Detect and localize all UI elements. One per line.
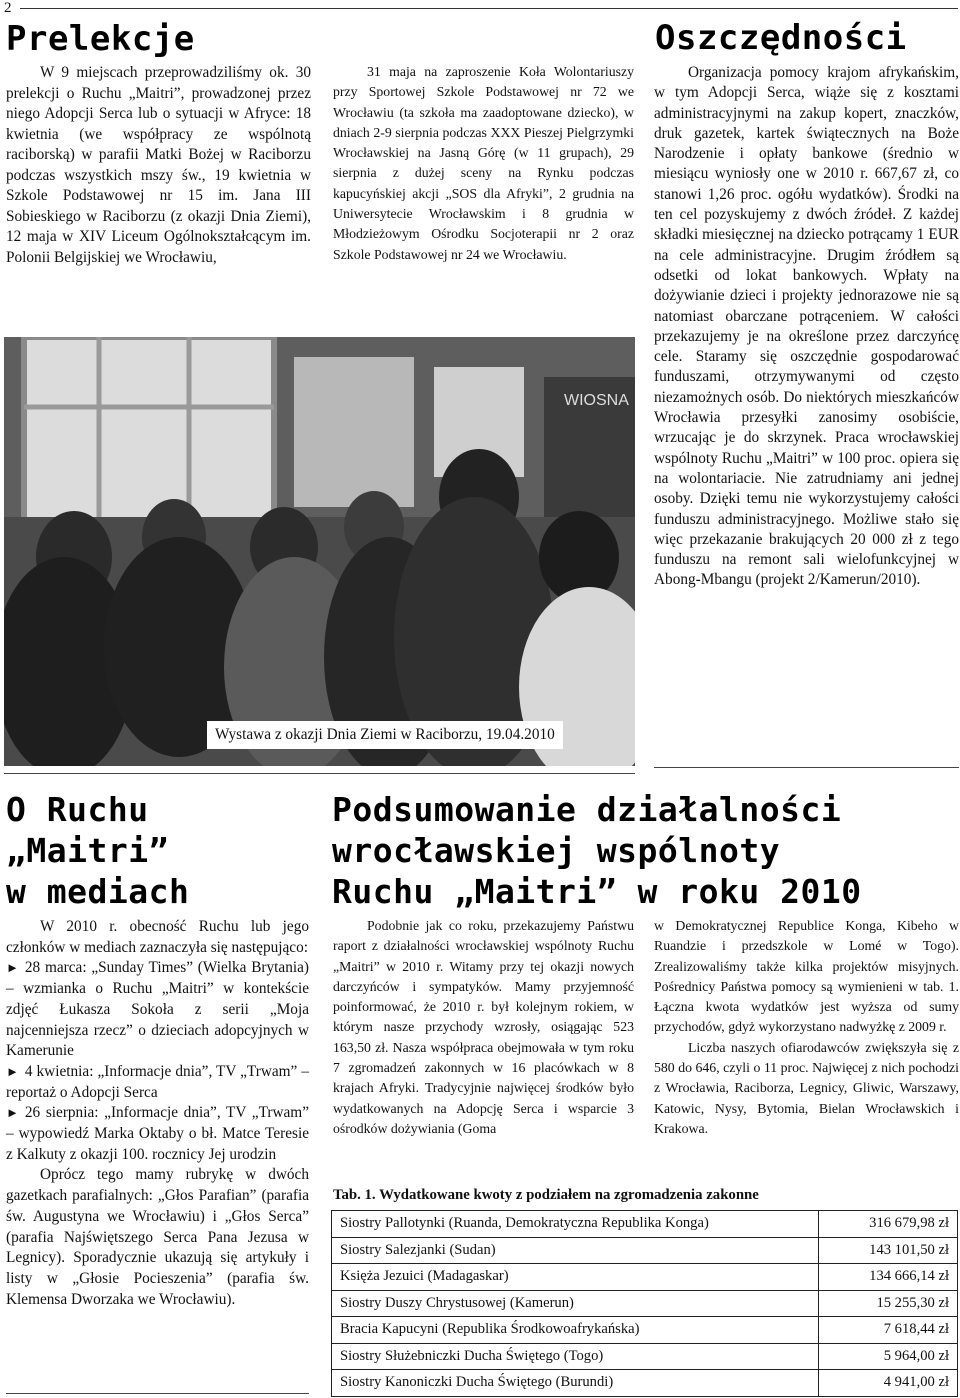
media-heading <box>6 789 189 912</box>
amount-value: 134 666,14 zł <box>819 1264 958 1291</box>
congregation-name: Siostry Kanoniczki Ducha Świętego (Burundi) <box>332 1370 819 1397</box>
amount-value: 15 255,30 zł <box>819 1290 958 1317</box>
congregation-name: Bracia Kapucyni (Republika Środkowoafrykańska) <box>332 1317 819 1344</box>
prelekcje-column-1 <box>6 63 311 268</box>
table-row <box>332 1290 958 1317</box>
summary-paragraph-2: w Demokratycznej Republice Konga, Kibeho w Ruandzie i przedszkole w Lomé w Togo). Zrealizowaliśmy także kilka projektów misyjnych. Pośrednicy Państwa pomocy są wymienieni w tab. 1. Łączna kwota wydatków jest wyższa od sumy przychodów, gdyż wykorzystano nadwyżkę z 2009 r. <box>654 918 959 1035</box>
oszczednosci-heading: Oszczędności <box>655 18 907 58</box>
table-row <box>332 1343 958 1370</box>
summary-heading-line-2: wrocławskiej wspólnoty <box>332 831 781 870</box>
summary-paragraph-1: Podobnie jak co roku, przekazujemy Państwu raport z działalności wrocławskiej wspólnoty Ruchu „Maitri” w 2010 r. Witamy przy tej okazji nowych darczyńców i sympatyków. Mamy przyjemność poinformować, że 2010 r. był kolejnym rokiem, w którym nasze przychody wzrosły, osiągając 523 163,50 zł. Nasza współpraca obejmowała w tym roku 7 zgromadzeń zakonnych w 16 placówkach w 8 krajach Afryki. Tradycyjnie najwięcej środków było wydatkowanych na Adopcję Serca i wsparcie 3 ośrodków dożywiania (Goma <box>333 918 634 1136</box>
media-column <box>6 917 309 1310</box>
amount-value: 143 101,50 zł <box>819 1237 958 1264</box>
table-title: Tab. 1. Wydatkowane kwoty z podziałem na zgromadzenia zakonne <box>333 1187 759 1203</box>
media-heading-line-3: w mediach <box>6 872 190 911</box>
prelekcje-heading: Prelekcje <box>6 19 195 59</box>
summary-heading-line-3: Ruchu „Maitri” w roku 2010 <box>332 872 862 911</box>
media-outro: Oprócz tego mamy rubrykę w dwóch gazetkach parafialnych: „Głos Parafian” (parafia św. Augustyna we Wrocławiu) i „Głos Serca” (parafia Najświętszego Serca Pana Jezusa w Legnicy). Sporadycznie ukazują się artykuły i listy w „Głosie Pocieszenia” (parafia św. Klemensa Dworzaka we Wrocławiu). <box>6 1166 309 1308</box>
media-item: ► 4 kwietnia: „Informacje dnia”, TV „Trwam” – reportaż o Adopcji Serca <box>6 1062 309 1103</box>
summary-column-2 <box>654 916 959 1139</box>
oszczednosci-bottom-rule <box>654 767 959 768</box>
summary-column-1 <box>333 916 634 1139</box>
photo-illustration <box>4 337 635 766</box>
prelekcje-column-2 <box>333 62 634 265</box>
oszczednosci-paragraph: Organizacja pomocy krajom afrykańskim, w tym Adopcji Serca, wiąże się z kosztami administracyjnymi na zakup kopert, znaczków, druk gazetek, kartek świątecznych na Boże Narodzenie i opłaty bankowe (średnio w miesiącu wyniosły one w 2010 r. 667,67 zł, co stanowi 1,26 proc. ogółu wydatków). Środki na ten cel pozyskujemy z dwóch źródeł. Z każdej składki miesięcznej na dziecko potrącamy 1 EUR na cele administracyjne. Drugim źródłem są odsetki od lokat bankowych. Wpłaty na dożywianie dzieci i projekty jednorazowe nie są natomiast obarczane potrąceniem. W całości przekazujemy je na określone przez darczyńcę cele. Staramy się oszczędnie gospodarować funduszami, otrzymywanymi od często niezamożnych osób. Do niektórych mieszkańców Wrocławia przesyłki zanosimy osobiście, wrzucając je do skrzynek. Praca wrocławskiej wspólnoty Ruchu „Maitri” w 100 proc. opiera się na wolontariacie. Nie zatrudniamy ani jednej osoby. Dzięki temu nie wykorzystujemy całości funduszu administracyjnego. Możliwe stało się więc przekazanie brakujących 20 000 zł z tego funduszu na remont sali wielofunkcyjnej w Abong-Mbangu (projekt 2/Kamerun/2010). <box>654 64 959 589</box>
prelekcje-paragraph-1: W 9 miejscach przeprowadziliśmy ok. 30 prelekcji o Ruchu „Maitri”, prowadzonej przez niego Adopcji Serca lub o sytuacji w Afryce: 18 kwietnia (we współpracy ze wspólnotą raciborską) w parafii Matki Bożej w Raciborzu podczas wszystkich mszy św., 19 kwietnia w Szkole Podstawowej nr 15 im. Jana III Sobieskiego w Raciborzu (z okazji Dnia Ziemi), 12 maja w XIV Liceum Ogólnokształcącym im. Polonii Belgijskiej we Wrocławiu, <box>6 64 311 266</box>
table-row <box>332 1264 958 1291</box>
media-heading-line-1: O Ruchu <box>6 790 149 829</box>
oszczednosci-column <box>654 63 959 591</box>
table-row <box>332 1237 958 1264</box>
photo-caption: Wystawa z okazji Dnia Ziemi w Raciborzu, 19.04.2010 <box>207 721 563 749</box>
summary-heading-line-1: Podsumowanie działalności <box>332 790 842 829</box>
table-row <box>332 1370 958 1397</box>
exhibition-photo <box>4 337 635 766</box>
page-number: 2 <box>4 0 12 16</box>
photo-bottom-rule <box>4 773 635 774</box>
amount-value: 5 964,00 zł <box>819 1343 958 1370</box>
top-rule <box>20 8 958 9</box>
congregation-name: Siostry Salezjanki (Sudan) <box>332 1237 819 1264</box>
summary-paragraph-3: Liczba naszych ofiarodawców zwiększyła się z 580 do 646, czyli o 11 proc. Najwięcej z nich pochodzi z Wrocławia, Raciborza, Legnicy, Gliwic, Warszawy, Katowic, Nysy, Bytomia, Bielan Wrocławskich i Krakowa. <box>654 1039 959 1136</box>
congregation-name: Księża Jezuici (Madagaskar) <box>332 1264 819 1291</box>
media-item: ► 26 sierpnia: „Informacje dnia”, TV „Trwam” – wypowiedź Marka Oktaby o bł. Matce Teresie z Kalkuty z okazji 100. rocznicy Jej urodzin <box>6 1103 309 1165</box>
media-intro: W 2010 r. obecność Ruchu lub jego członków w mediach zaznaczyła się następująco: <box>6 918 309 956</box>
table-row <box>332 1317 958 1344</box>
congregation-name: Siostry Pallotynki (Ruanda, Demokratyczna Republika Konga) <box>332 1211 819 1238</box>
congregation-name: Siostry Służebniczki Ducha Świętego (Togo) <box>332 1343 819 1370</box>
congregation-name: Siostry Duszy Chrystusowej (Kamerun) <box>332 1290 819 1317</box>
media-heading-line-2: „Maitri” <box>6 831 169 870</box>
amount-value: 4 941,00 zł <box>819 1370 958 1397</box>
table-row <box>332 1211 958 1238</box>
expenses-table <box>331 1210 958 1397</box>
media-item: ► 28 marca: „Sunday Times” (Wielka Brytania) – wzmianka o Ruchu „Maitri” w kontekście zdjęć Łukasza Sokoła z serii „Moja najcenniejsza rzecz” o dzieciach adopcyjnych w Kamerunie <box>6 958 309 1062</box>
amount-value: 316 679,98 zł <box>819 1211 958 1238</box>
amount-value: 7 618,44 zł <box>819 1317 958 1344</box>
media-bottom-rule <box>6 1393 309 1394</box>
summary-heading <box>332 789 862 912</box>
prelekcje-paragraph-2: 31 maja na zaproszenie Koła Wolontariuszy przy Sportowej Szkole Podstawowej nr 72 we Wrocławiu (ta szkoła ma zaadoptowane dziecko), w dniach 2-9 sierpnia podczas XXX Pieszej Pielgrzymki Wrocławskiej na Jasną Górę (w 11 grupach), 29 sierpnia z dużej sceny na Rynku podczas kapucyńskiej akcji „SOS dla Afryki”, 2 grudnia na Uniwersytecie Wrocławskim i 8 grudnia w Młodzieżowym Ośrodku Socjoterapii nr 2 oraz Szkole Podstawowej nr 24 we Wrocławiu. <box>333 64 634 262</box>
poster-text: WIOSNA <box>564 392 629 409</box>
